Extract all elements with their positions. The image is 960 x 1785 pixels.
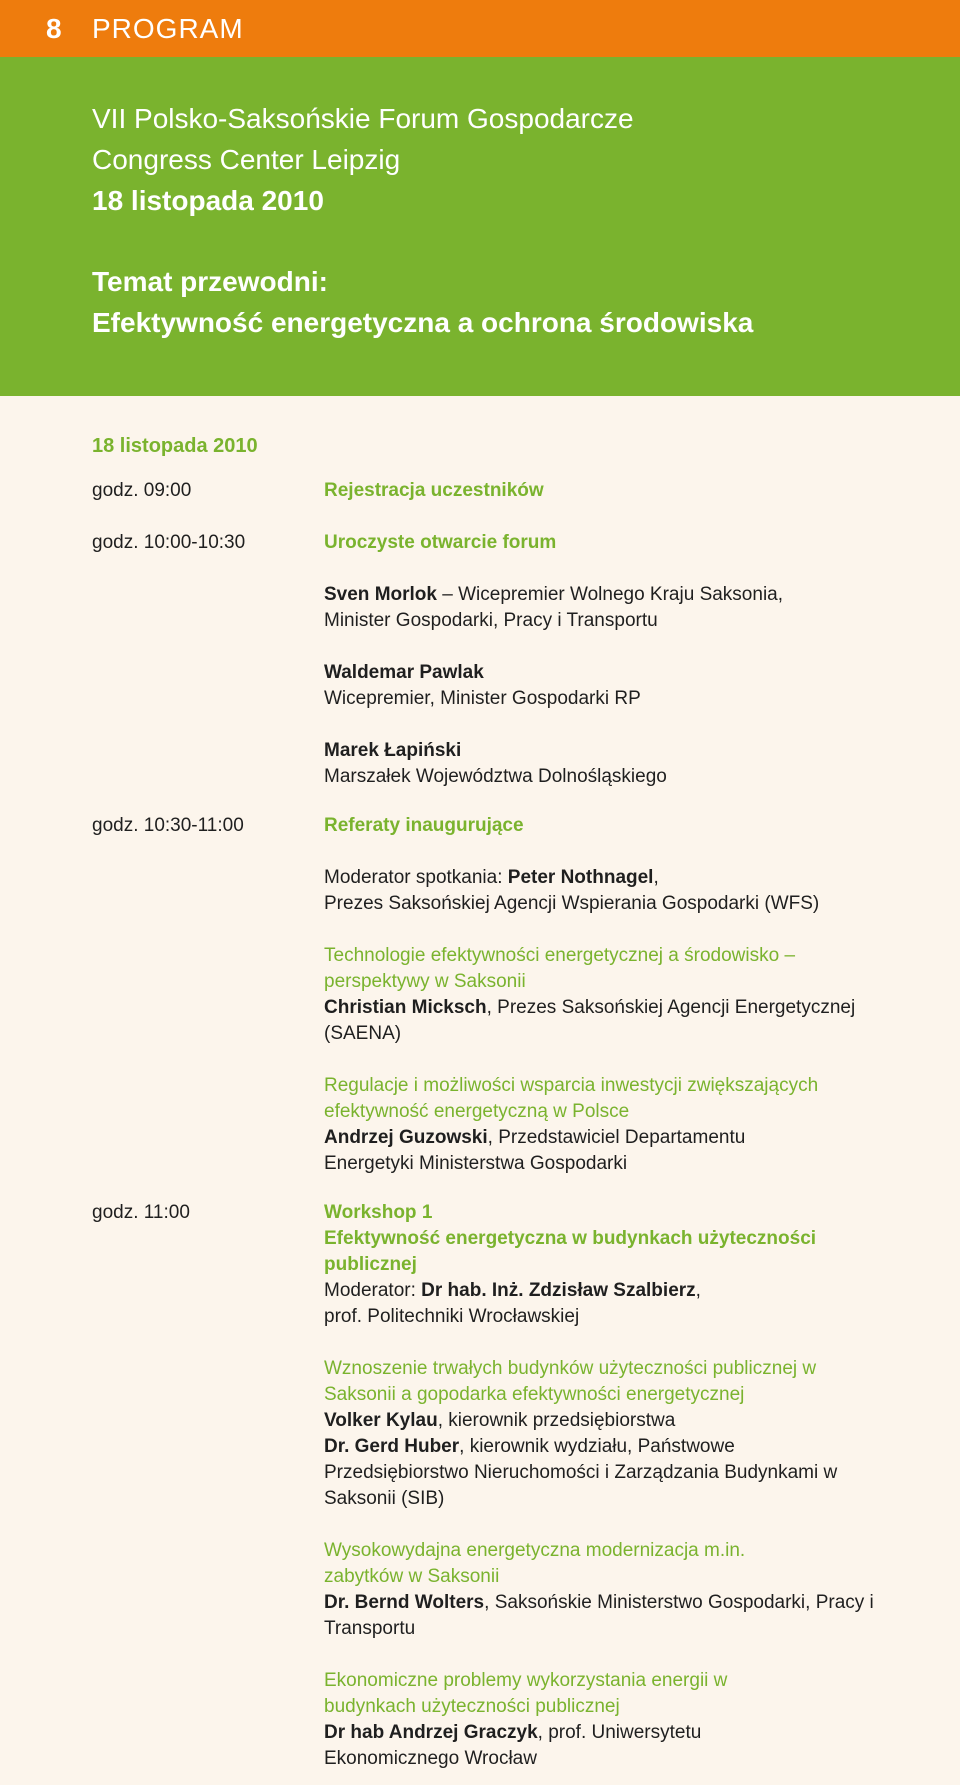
event-date: 18 listopada 2010 [92, 185, 324, 216]
talk-speaker: Dr hab Andrzej Graczyk [324, 1722, 538, 1743]
moderator [324, 1278, 900, 1330]
talk-topic: Wysokowydajna energetyczna modernizacja m.in. zabytków w Saksonii [324, 1540, 746, 1587]
item-title: Uroczyste otwarcie forum [324, 532, 557, 553]
talk-speaker-desc: , Prezes Saksońskiej Agencji Energetycznej (SAENA) [324, 997, 856, 1044]
moderator-role: prof. Politechniki Wrocławskiej [324, 1306, 580, 1327]
talk [324, 943, 864, 1047]
item-time: godz. 10:30-11:00 [92, 815, 244, 836]
talk [324, 1538, 884, 1642]
moderator-suffix: , [695, 1280, 701, 1301]
talk-speaker: Christian Micksch [324, 997, 487, 1018]
speaker-role: Wicepremier, Minister Gospodarki RP [324, 688, 641, 709]
talk-speaker-desc: , Przedstawiciel Departamentu Energetyki Ministerstwa Gospodarki [324, 1127, 746, 1174]
talk-speaker: Volker Kylau [324, 1410, 438, 1431]
item-title: Rejestracja uczestników [324, 480, 544, 501]
moderator-label: Moderator: [324, 1280, 422, 1301]
workshop-subtitle: Efektywność energetyczna w budynkach użyteczności publicznej [324, 1228, 817, 1275]
talk-topic: Wznoszenie trwałych budynków użyteczności publicznej w Saksonii a gopodarka efektywności energetycznej [324, 1358, 817, 1405]
moderator-name: Dr hab. Inż. Zdzisław Szalbierz [421, 1280, 696, 1301]
item-time: godz. 10:00-10:30 [92, 532, 246, 553]
talk-topic: Technologie efektywności energetycznej a środowisko – perspektywy w Saksonii [324, 945, 796, 992]
talk-speaker: Dr. Gerd Huber [324, 1436, 460, 1457]
section-title: PROGRAM [92, 12, 244, 44]
speaker-name: Marek Łapiński [324, 740, 462, 761]
schedule-item [92, 1200, 900, 1772]
program-date: 18 listopada 2010 [92, 435, 258, 457]
speaker-role: Marszałek Województwa Dolnośląskiego [324, 766, 667, 787]
talk [324, 1668, 794, 1772]
talk [324, 1073, 839, 1177]
speaker [324, 660, 900, 712]
schedule-item [92, 813, 900, 1200]
talk-topic: Regulacje i możliwości wsparcia inwestycji zwiększających efektywność energetyczną w Polsce [324, 1075, 819, 1122]
moderator-suffix: , [653, 867, 659, 888]
item-title: Workshop 1 [324, 1202, 433, 1223]
event-venue: Congress Center Leipzig [92, 144, 401, 175]
theme-title: Efektywność energetyczna a ochrona środowiska [92, 307, 754, 338]
schedule-item [92, 530, 900, 813]
item-title: Referaty inaugurujące [324, 815, 524, 836]
talk-speaker: Dr. Bernd Wolters [324, 1592, 485, 1613]
moderator-role: Prezes Saksońskiej Agencji Wspierania Gospodarki (WFS) [324, 893, 820, 914]
talk-speaker-desc: , prof. Uniwersytetu Ekonomicznego Wrocław [324, 1722, 702, 1769]
speaker-role: – Wicepremier Wolnego Kraju Saksonia, Minister Gospodarki, Pracy i Transportu [324, 584, 784, 631]
theme-label: Temat przewodni: [92, 266, 328, 297]
speaker [324, 582, 849, 634]
talk-speaker-desc: , kierownik przedsiębiorstwa [437, 1410, 676, 1431]
moderator [324, 865, 900, 917]
event-banner [0, 57, 960, 396]
talk-speaker-desc: , Saksońskie Ministerstwo Gospodarki, Pracy i Transportu [324, 1592, 874, 1639]
schedule-item [92, 478, 900, 530]
talk [324, 1356, 869, 1512]
section-header [0, 0, 960, 57]
speaker-name: Sven Morlok [324, 584, 437, 605]
program-schedule [0, 396, 960, 1772]
speaker-name: Waldemar Pawlak [324, 662, 484, 683]
moderator-name: Peter Nothnagel [507, 867, 654, 888]
page-number: 8 [46, 12, 62, 44]
moderator-label: Moderator spotkania: [324, 867, 508, 888]
talk-speaker: Andrzej Guzowski [324, 1127, 488, 1148]
event-name: VII Polsko-Saksońskie Forum Gospodarcze [92, 103, 634, 134]
talk-topic: Ekonomiczne problemy wykorzystania energii w budynkach użyteczności publicznej [324, 1670, 728, 1717]
item-time: godz. 11:00 [92, 1202, 190, 1223]
talk-speaker-desc: , kierownik wydziału, Państwowe Przedsiębiorstwo Nieruchomości i Zarządzania Budynkami w Saksonii (SIB) [324, 1436, 838, 1509]
item-time: godz. 09:00 [92, 480, 192, 501]
speaker [324, 738, 900, 790]
